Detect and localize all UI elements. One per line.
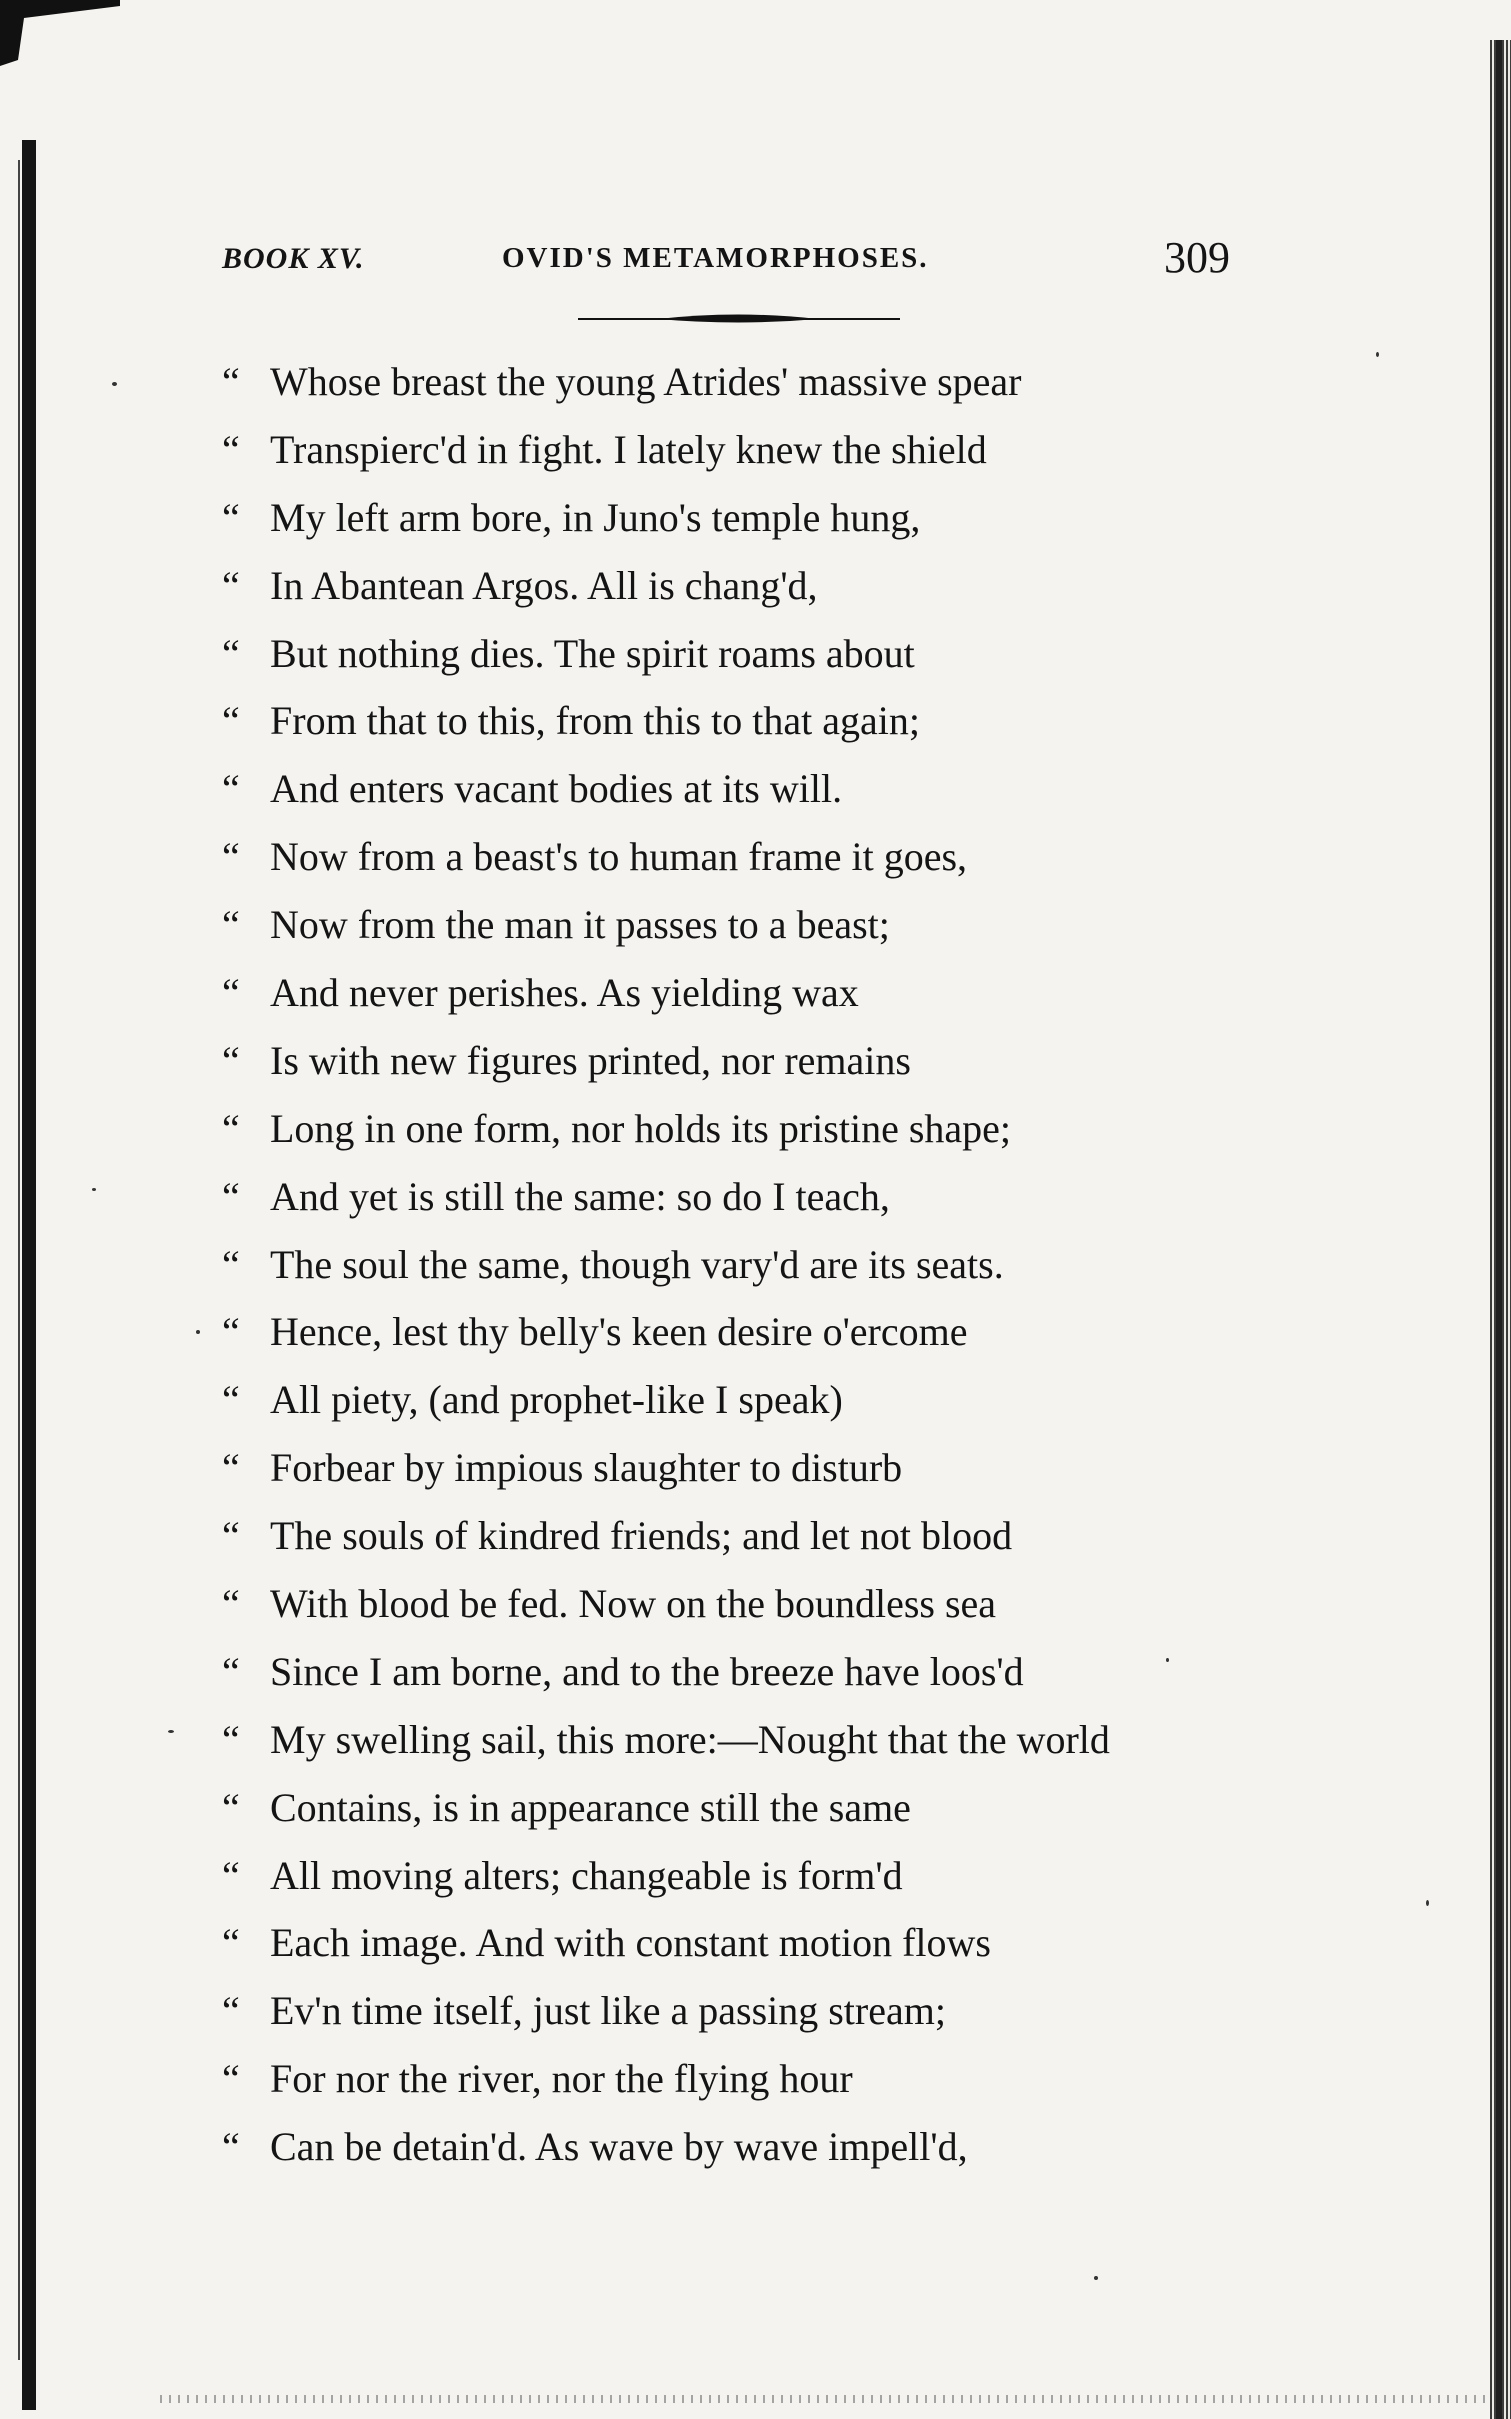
- poem-line: [222, 1231, 1282, 1299]
- page-corner-mark: [0, 0, 120, 70]
- bottom-print-dust: [160, 2395, 1490, 2403]
- poem-line: [222, 755, 1282, 823]
- opening-quote-mark: “: [222, 2124, 240, 2170]
- page-number: 309: [1164, 233, 1230, 282]
- opening-quote-mark: “: [222, 1105, 240, 1151]
- poem-line: [222, 1366, 1282, 1434]
- poem-line-text: Ev'n time itself, just like a passing stream;: [270, 1988, 946, 2034]
- poem-line: [222, 620, 1282, 688]
- print-speck: [168, 1730, 174, 1733]
- poem-line-text: Forbear by impious slaughter to disturb: [270, 1445, 903, 1491]
- opening-quote-mark: “: [222, 1309, 240, 1355]
- poem-line-text: With blood be fed. Now on the boundless sea: [270, 1581, 997, 1627]
- opening-quote-mark: “: [222, 1920, 240, 1966]
- book-label: BOOK XV.: [222, 242, 365, 275]
- poem-line: [222, 1434, 1282, 1502]
- poem-line: [222, 1909, 1282, 1977]
- poem-line: [222, 959, 1282, 1027]
- header-ornament-rule: [578, 312, 900, 326]
- poem-line-text: In Abantean Argos. All is chang'd,: [270, 562, 818, 608]
- poem-line-text: The souls of kindred friends; and let not blood: [270, 1513, 1013, 1559]
- opening-quote-mark: “: [222, 2056, 240, 2102]
- poem-line: [222, 1570, 1282, 1638]
- poem-line-text: And enters vacant bodies at its will.: [270, 766, 843, 812]
- poem-body: [222, 348, 1282, 2181]
- poem-line-text: Transpierc'd in fight. I lately knew the shield: [270, 426, 987, 472]
- print-speck: [1166, 1658, 1169, 1662]
- opening-quote-mark: “: [222, 1581, 240, 1627]
- poem-line: [222, 2113, 1282, 2181]
- running-title: OVID'S METAMORPHOSES.: [502, 242, 929, 274]
- opening-quote-mark: “: [222, 1648, 240, 1694]
- poem-line: [222, 1095, 1282, 1163]
- poem-line-text: Since I am borne, and to the breeze have loos'd: [270, 1648, 1024, 1694]
- print-speck: [196, 1330, 200, 1334]
- opening-quote-mark: “: [222, 1445, 240, 1491]
- poem-line-text: My swelling sail, this more:—Nought that the world: [270, 1716, 1110, 1762]
- binding-shadow: [18, 160, 20, 2360]
- poem-line: [222, 1638, 1282, 1706]
- poem-line-text: Each image. And with constant motion flows: [270, 1920, 991, 1966]
- poem-line: [222, 1774, 1282, 1842]
- poem-line-text: Now from a beast's to human frame it goes,: [270, 834, 968, 880]
- opening-quote-mark: “: [222, 1037, 240, 1083]
- poem-line-text: Can be detain'd. As wave by wave impell'd,: [270, 2124, 968, 2170]
- opening-quote-mark: “: [222, 1173, 240, 1219]
- opening-quote-mark: “: [222, 766, 240, 812]
- poem-line-text: And never perishes. As yielding wax: [270, 970, 859, 1016]
- page-edge-right-dark: [1496, 40, 1502, 2419]
- poem-line: [222, 1706, 1282, 1774]
- poem-line-text: Now from the man it passes to a beast;: [270, 902, 890, 948]
- opening-quote-mark: “: [222, 1784, 240, 1830]
- poem-line-text: Whose breast the young Atrides' massive spear: [270, 359, 1022, 404]
- poem-line-text: All piety, (and prophet-like I speak): [270, 1377, 843, 1423]
- poem-line: [222, 1502, 1282, 1570]
- poem-line-text: Is with new figures printed, nor remains: [270, 1037, 911, 1083]
- opening-quote-mark: “: [222, 698, 240, 744]
- opening-quote-mark: “: [222, 1513, 240, 1559]
- poem-line: [222, 1977, 1282, 2045]
- poem-line-text: From that to this, from this to that again;: [270, 698, 920, 744]
- poem-line: [222, 823, 1282, 891]
- print-speck: [1376, 352, 1379, 357]
- opening-quote-mark: “: [222, 834, 240, 880]
- opening-quote-mark: “: [222, 1988, 240, 2034]
- print-speck: [92, 1188, 96, 1191]
- poem-line-text: The soul the same, though vary'd are its seats.: [270, 1241, 1004, 1287]
- poem-line-text: But nothing dies. The spirit roams about: [270, 630, 915, 676]
- binding-edge: [22, 140, 36, 2410]
- poem-line: [222, 891, 1282, 959]
- opening-quote-mark: “: [222, 359, 240, 404]
- poem-line-text: My left arm bore, in Juno's temple hung,: [270, 494, 921, 540]
- poem-line: [222, 1842, 1282, 1910]
- poem-line: [222, 1027, 1282, 1095]
- running-header: [222, 233, 1230, 298]
- poem-line: [222, 484, 1282, 552]
- opening-quote-mark: “: [222, 562, 240, 608]
- poem-line: [222, 552, 1282, 620]
- poem-line: [222, 1298, 1282, 1366]
- opening-quote-mark: “: [222, 630, 240, 676]
- poem-line-text: All moving alters; changeable is form'd: [270, 1852, 903, 1898]
- poem-line-text: Contains, is in appearance still the same: [270, 1784, 911, 1830]
- poem-line: [222, 687, 1282, 755]
- opening-quote-mark: “: [222, 902, 240, 948]
- opening-quote-mark: “: [222, 494, 240, 540]
- opening-quote-mark: “: [222, 1241, 240, 1287]
- opening-quote-mark: “: [222, 1852, 240, 1898]
- print-speck: [1426, 1900, 1429, 1906]
- opening-quote-mark: “: [222, 1716, 240, 1762]
- poem-line-text: Long in one form, nor holds its pristine shape;: [270, 1105, 1012, 1151]
- poem-line: [222, 416, 1282, 484]
- poem-line-text: And yet is still the same: so do I teach,: [270, 1173, 890, 1219]
- print-speck: [112, 382, 117, 386]
- opening-quote-mark: “: [222, 1377, 240, 1423]
- print-speck: [1094, 2276, 1098, 2280]
- poem-line: [222, 348, 1282, 416]
- opening-quote-mark: “: [222, 970, 240, 1016]
- poem-line: [222, 2045, 1282, 2113]
- poem-line-text: Hence, lest thy belly's keen desire o'ercome: [270, 1309, 968, 1355]
- opening-quote-mark: “: [222, 426, 240, 472]
- poem-line-text: For nor the river, nor the flying hour: [270, 2056, 853, 2102]
- poem-line: [222, 1163, 1282, 1231]
